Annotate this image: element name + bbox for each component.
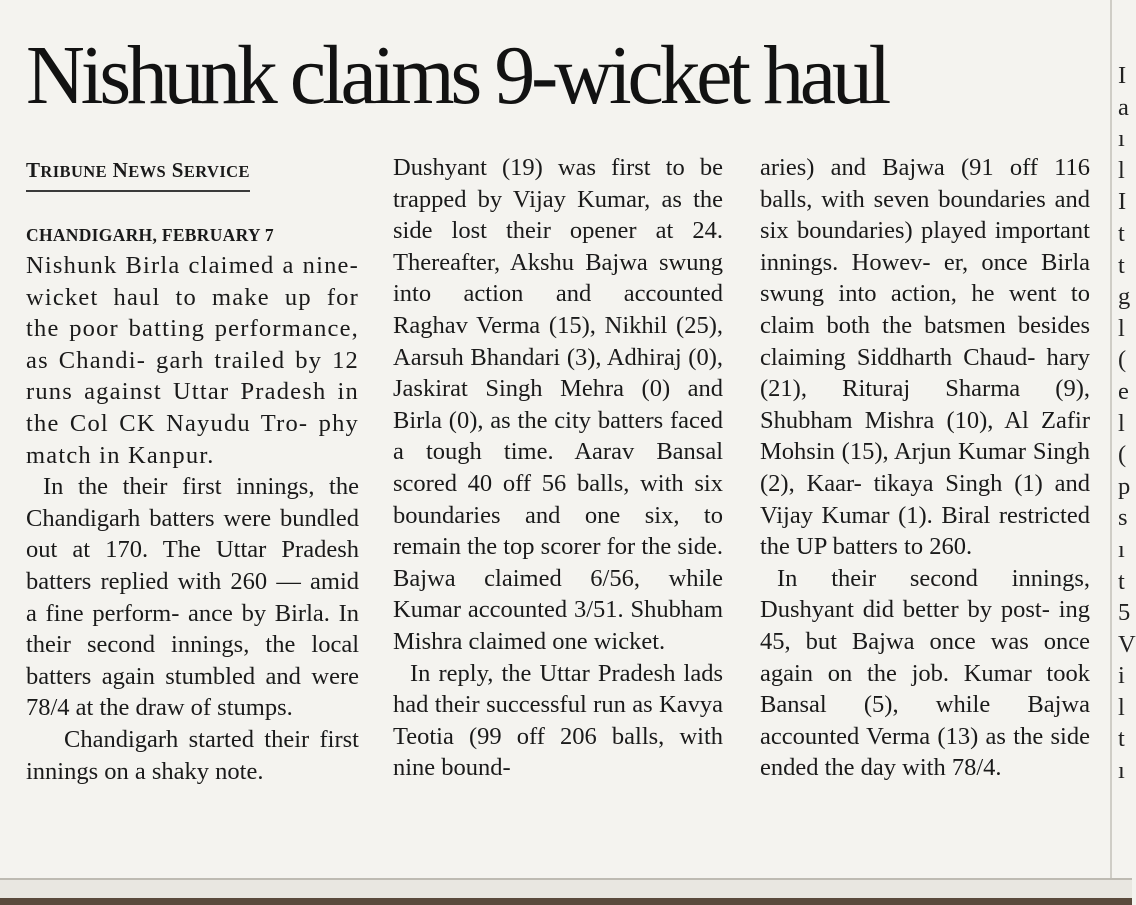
article-column-3 [760, 152, 1090, 784]
paragraph: Nishunk Birla claimed a nine-wicket haul to make up for the poor batting performance, as Chandi- garh trailed by 12 runs against Uttar Pradesh in the Col CK Nayudu Tro- phy match in Kanpur. [26, 252, 359, 469]
background-edge [0, 898, 1132, 905]
paragraph: Chandigarh started their first innings on a shaky note. [26, 725, 359, 785]
dateline: CHANDIGARH, FEBRUARY 7 [26, 225, 274, 245]
adjacent-article-edge: I a ı l I t t g l ( e l ( p s ı t 5 V i l t ı [1118, 62, 1136, 785]
paragraph: In the their first innings, the Chandigarh batters were bundled out at 170. The Uttar Pradesh batters replied with 260 — amid a fine perform- ance by Birla. In their second innings, the local batters again stumbled and were 78/4 at the draw of stumps. [26, 473, 359, 722]
article-column-2 [393, 152, 723, 784]
paragraph: In their second innings, Dushyant did better by post- ing 45, but Bajwa once was once again on the job. Kumar took Bansal (5), while Bajwa accounted Verma (13) as the side ended the day with 78/4. [760, 564, 1090, 782]
paragraph: In reply, the Uttar Pradesh lads had their successful run as Kavya Teotia (99 off 206 balls, with nine bound- [393, 659, 723, 782]
column-divider [1110, 0, 1112, 880]
paragraph: aries) and Bajwa (91 off 116 balls, with seven boundaries and six boundaries) played important innings. Howev- er, once Birla swung into action, he went to claim both the batsmen besides claiming Siddharth Chaud- hary (21), Rituraj Sharma (9), Shubham Mishra (10), Al Zafir Mohsin (15), Arjun Kumar Singh (2), Kaar- tikaya Singh (1) and Vijay Kumar (1). Biral restricted the UP batters to 260. [760, 154, 1090, 561]
headline: Nishunk claims 9-wicket haul [26, 29, 888, 122]
paragraph: Dushyant (19) was first to be trapped by Vijay Kumar, as the side lost their opener at 24. Thereafter, Akshu Bajwa swung into action and accounted Raghav Verma (15), Nikhil (25), Aarsuh Bhandari (3), Adhiraj (0), Jaskirat Singh Mehra (0) and Birla (0), as the city batters faced a tough time. Aarav Bansal scored 40 off 56 balls, with six boundaries and one six, to remain the top scorer for the side. Bajwa claimed 6/56, while Kumar accounted 3/51. Shubham Mishra claimed one wicket. [393, 154, 723, 655]
article-column-1 [26, 152, 359, 787]
byline: TRIBUNE NEWS SERVICE [26, 152, 250, 192]
